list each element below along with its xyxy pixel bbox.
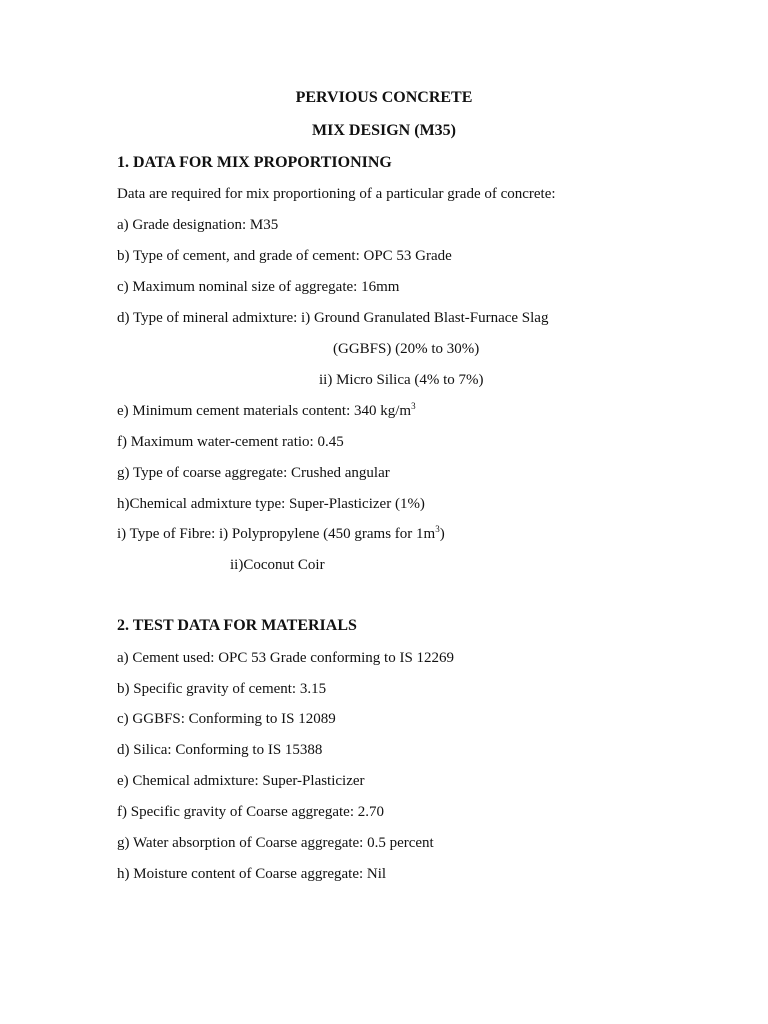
section1-item-e-superscript: 3 [411, 401, 416, 411]
section2-item-b: b) Specific gravity of cement: 3.15 [117, 681, 327, 697]
section2-heading: 2. TEST DATA FOR MATERIALS [117, 617, 357, 634]
section1-intro: Data are required for mix proportioning of a particular grade of concrete: [117, 186, 556, 202]
section1-item-i-sub-ii: ii)Coconut Coir [230, 557, 325, 573]
section1-item-i-superscript: 3 [435, 524, 440, 534]
section2-item-h: h) Moisture content of Coarse aggregate: Nil [117, 866, 387, 882]
section2-item-e: e) Chemical admixture: Super-Plasticizer [117, 773, 365, 789]
section1-item-d: d) Type of mineral admixture: i) Ground Granulated Blast-Furnace Slag [117, 310, 549, 326]
section2-item-f: f) Specific gravity of Coarse aggregate: 2.70 [117, 804, 384, 820]
section1-item-i-text: i) Type of Fibre: i) Polypropylene (450 grams for 1m [117, 526, 436, 542]
section1-item-f: f) Maximum water-cement ratio: 0.45 [117, 434, 344, 450]
section1-item-g: g) Type of coarse aggregate: Crushed angular [117, 465, 390, 481]
section1-item-h: h)Chemical admixture type: Super-Plasticizer (1%) [117, 496, 425, 512]
section1-item-c: c) Maximum nominal size of aggregate: 16mm [117, 279, 400, 295]
section2-item-c: c) GGBFS: Conforming to IS 12089 [117, 711, 336, 727]
section1-item-d-sub-ii: ii) Micro Silica (4% to 7%) [319, 372, 484, 388]
section2-item-d: d) Silica: Conforming to IS 15388 [117, 742, 323, 758]
section2-item-a: a) Cement used: OPC 53 Grade conforming to IS 12269 [117, 650, 455, 666]
section1-item-i-close: ) [439, 526, 445, 542]
section1-heading: 1. DATA FOR MIX PROPORTIONING [117, 154, 392, 171]
section1-item-i [117, 525, 445, 543]
section1-item-a: a) Grade designation: M35 [117, 217, 279, 233]
section1-item-e [117, 402, 416, 420]
section2-item-g: g) Water absorption of Coarse aggregate: 0.5 percent [117, 835, 434, 851]
section1-item-d-continuation: (GGBFS) (20% to 30%) [333, 341, 480, 357]
document-title: PERVIOUS CONCRETE [295, 89, 473, 106]
section1-item-b: b) Type of cement, and grade of cement: OPC 53 Grade [117, 248, 452, 264]
section1-item-e-text: e) Minimum cement materials content: 340 kg/m [117, 403, 412, 419]
document-subtitle: MIX DESIGN (M35) [312, 122, 456, 139]
